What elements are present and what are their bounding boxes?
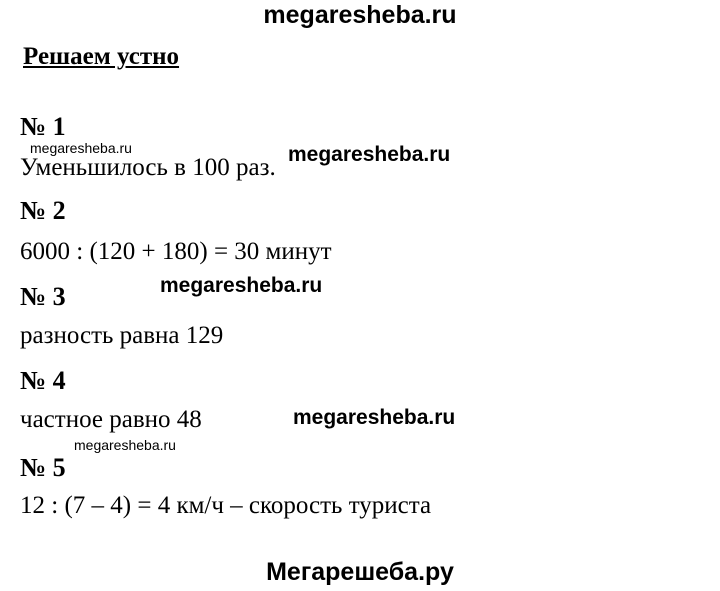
problem-answer-1: Уменьшилось в 100 раз. [20, 154, 276, 181]
watermark-mid-1: megaresheba.ru [288, 143, 451, 166]
watermark-mid-2: megaresheba.ru [160, 274, 323, 297]
watermark-mid-3: megaresheba.ru [293, 406, 456, 429]
section-title: Решаем устно [23, 43, 180, 70]
site-watermark-bottom: Мегарешеба.ру [266, 558, 454, 586]
problem-number-3: № 3 [20, 282, 66, 311]
problem-answer-2: 6000 : (120 + 180) = 30 минут [20, 238, 332, 265]
watermark-small-2: megaresheba.ru [74, 437, 176, 453]
problem-answer-3: разность равна 129 [20, 322, 224, 349]
problem-answer-4: частное равно 48 [20, 406, 202, 433]
problem-number-1: № 1 [20, 112, 66, 141]
problem-number-5: № 5 [20, 453, 66, 482]
problem-number-2: № 2 [20, 196, 66, 225]
site-watermark-top: megaresheba.ru [263, 1, 457, 29]
watermark-small-1: megaresheba.ru [30, 140, 132, 156]
problem-number-4: № 4 [20, 366, 66, 395]
problem-answer-5: 12 : (7 – 4) = 4 км/ч – скорость туриста [20, 492, 432, 519]
